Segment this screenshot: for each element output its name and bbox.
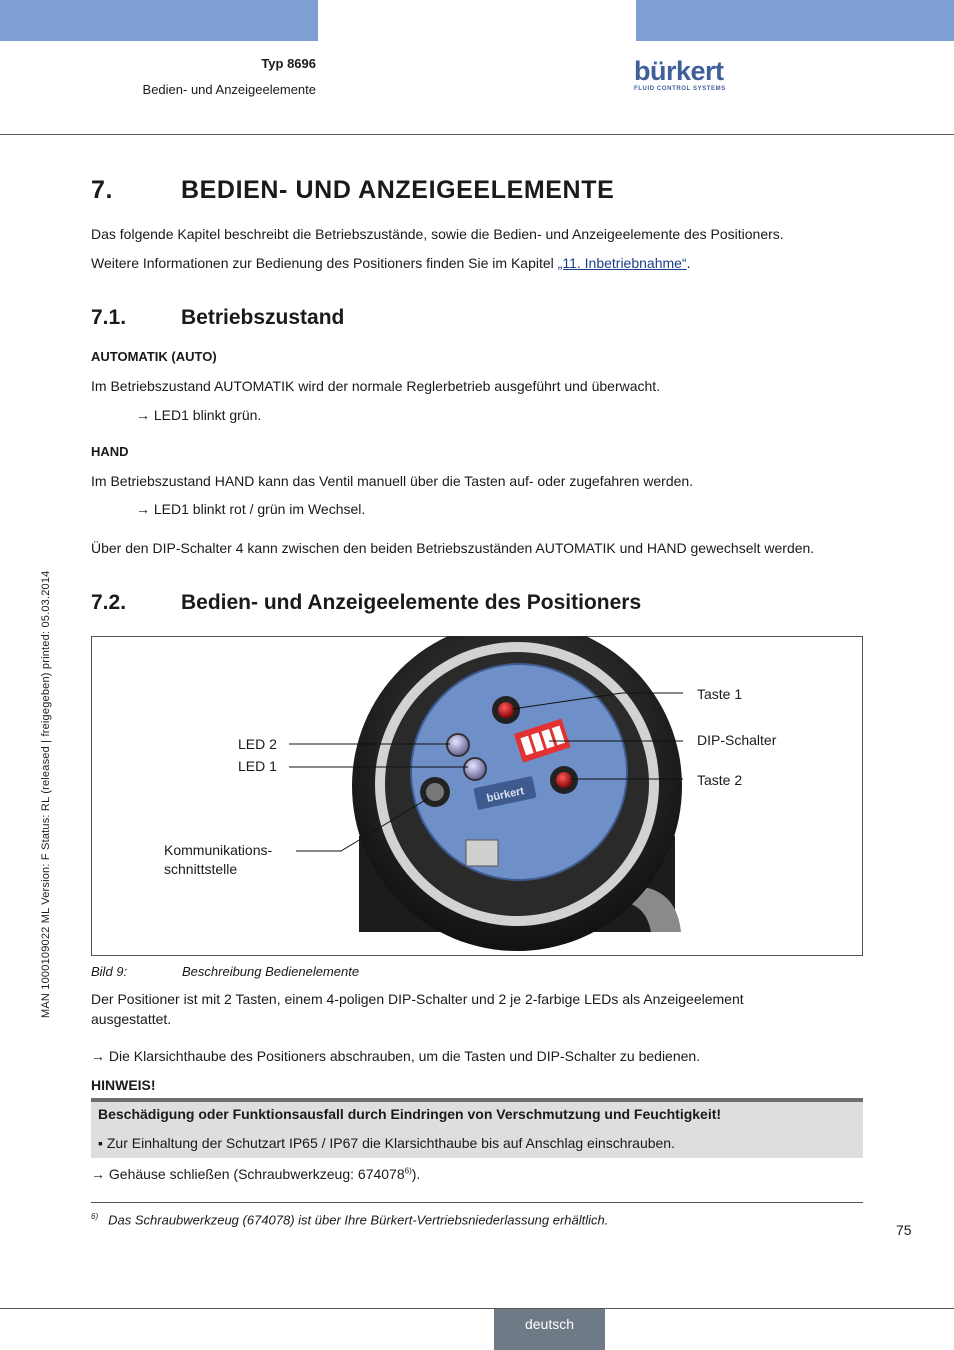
led-1-icon [464,758,486,780]
header-subtitle: Bedien- und Anzeigeelemente [142,82,316,97]
hand-heading: HAND [91,444,129,459]
header-bar-left [0,0,318,41]
intro-paragraph-2 [91,255,691,271]
connector [466,840,498,866]
section-number: 7. [91,176,114,204]
button-2-icon [556,772,572,788]
auto-text: Im Betriebszustand AUTOMATIK wird der normale Reglerbetrieb ausgeführt und überwacht. [91,378,661,394]
section-number: 7.1. [91,306,127,329]
document-meta-side: MAN 1000109022 ML Version: F Status: RL (released | freigegeben) printed: 05.03.2014 [40,570,52,1018]
footnote-ref: 6) [404,1166,412,1176]
blue-disc [411,664,627,880]
warning-item: ▪ Zur Einhaltung der Schutzart IP65 / IP67 die Klarsichthaube bis auf Anschlag einschrauben. [98,1135,675,1151]
brand-logo [634,57,726,92]
figure-caption-number: Bild 9: [91,964,128,979]
warning-title: Beschädigung oder Funktionsausfall durch Eindringen von Verschmutzung und Feuchtigkeit! [98,1106,722,1122]
section-title: Betriebszustand [181,306,345,329]
header-type: Typ 8696 [261,56,316,71]
logo-tagline: FLUID CONTROL SYSTEMS [634,86,726,92]
footnote-text: Das Schraubwerkzeug (674078) ist über Ihre Bürkert-Vertriebsniederlassung erhältlich. [108,1212,609,1228]
positioner-illustration [91,636,863,954]
logo-word: bürkert [634,56,724,86]
action-text: → Die Klarsichthaube des Positioners abschrauben, um die Tasten und DIP-Schalter zu bedienen. [91,1048,701,1064]
label-led-2: LED 2 [238,736,277,752]
section-7-2-heading [91,591,641,615]
intro-paragraph-1: Das folgende Kapitel beschreibt die Betriebszustände, sowie die Bedien- und Anzeigeelemente des Positioners. [91,226,784,242]
after-end: ). [411,1166,421,1182]
hand-result: → LED1 blinkt rot / grün im Wechsel. [136,501,366,517]
led-2-icon [447,734,469,756]
header-bar-right [636,0,954,41]
notice-label: HINWEIS! [91,1077,156,1093]
label-led-1: LED 1 [238,758,277,774]
section-title: BEDIEN- UND ANZEIGEELEMENTE [181,176,615,204]
section-7-1-heading [91,306,344,330]
intro-text: Weitere Informationen zur Bedienung des Positioners finden Sie im Kapitel [91,255,558,271]
description-line-2: ausgestattet. [91,1011,172,1027]
after-notice [91,1166,420,1182]
chapter-link[interactable]: „11. Inbetriebnahme“ [557,255,687,271]
header-rule [0,134,954,135]
section-7-heading [91,176,614,205]
auto-heading: AUTOMATIK (AUTO) [91,349,217,364]
label-comm-2: schnittstelle [164,861,238,877]
switch-text: Über den DIP-Schalter 4 kann zwischen den beiden Betriebszuständen AUTOMATIK und HAND gewechselt werden. [91,540,815,556]
hand-text: Im Betriebszustand HAND kann das Ventil manuell über die Tasten auf- oder zugefahren werden. [91,473,694,489]
page-number: 75 [896,1222,912,1238]
footer-rule [0,1308,954,1309]
label-dip-switch: DIP-Schalter [697,732,777,748]
auto-result: → LED1 blinkt grün. [136,407,262,423]
figure-caption-text: Beschreibung Bedienelemente [182,964,360,979]
intro-end: . [686,255,691,271]
button-1-icon [498,702,514,718]
footnote-mark: 6) [91,1212,99,1221]
section-title: Bedien- und Anzeigeelemente des Positioners [181,591,642,614]
label-taste-1: Taste 1 [697,686,743,702]
comm-port-inner [426,783,444,801]
footnote-rule [91,1202,863,1203]
description-line-1: Der Positioner ist mit 2 Tasten, einem 4-poligen DIP-Schalter und 2 je 2-farbige LEDs als Anzeigeelement [91,991,744,1007]
label-comm-1: Kommunikations- [164,842,273,858]
label-taste-2: Taste 2 [697,772,743,788]
device-brand: bürkert [485,785,526,805]
after-text: → Gehäuse schließen (Schraubwerkzeug: 674078 [91,1166,405,1182]
section-number: 7.2. [91,591,127,614]
footnote [91,1212,608,1227]
language-tab[interactable]: deutsch [494,1309,605,1350]
